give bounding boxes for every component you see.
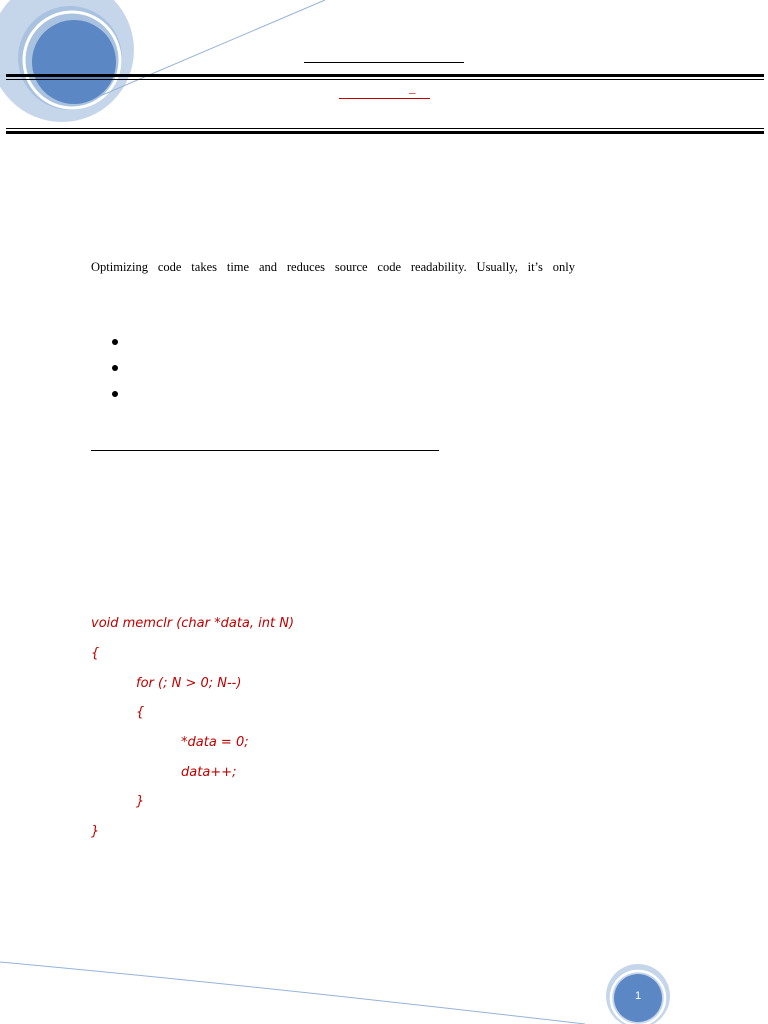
subtitle-mark: _ [409, 80, 416, 95]
code-line-8: } [91, 824, 100, 839]
header-circle-inner [32, 20, 116, 104]
body-paragraph: Optimizing code takes time and reduces source code readability. Usually, it’s only [91, 260, 575, 274]
section-rule-thick [6, 131, 764, 134]
code-line-2: { [91, 646, 100, 661]
section-rule-thin [6, 128, 764, 129]
bullet-item-3 [112, 391, 118, 397]
header-title-underline [304, 62, 464, 63]
bullet-item-1 [112, 339, 118, 345]
code-line-3: for (; N > 0; N--) [136, 676, 242, 691]
code-line-6: data++; [181, 765, 237, 780]
footer-curve-line [0, 962, 585, 1024]
section-underline [91, 450, 439, 451]
subtitle-underline [339, 98, 430, 99]
code-line-7: } [136, 794, 145, 809]
header-rule-thick [6, 74, 764, 77]
header-rule-thin [6, 79, 764, 80]
code-line-4: { [136, 705, 145, 720]
bullet-item-2 [112, 365, 118, 371]
code-line-1: void memclr (char *data, int N) [91, 616, 295, 631]
page-number: 1 [634, 990, 642, 1002]
code-line-5: *data = 0; [181, 735, 249, 750]
